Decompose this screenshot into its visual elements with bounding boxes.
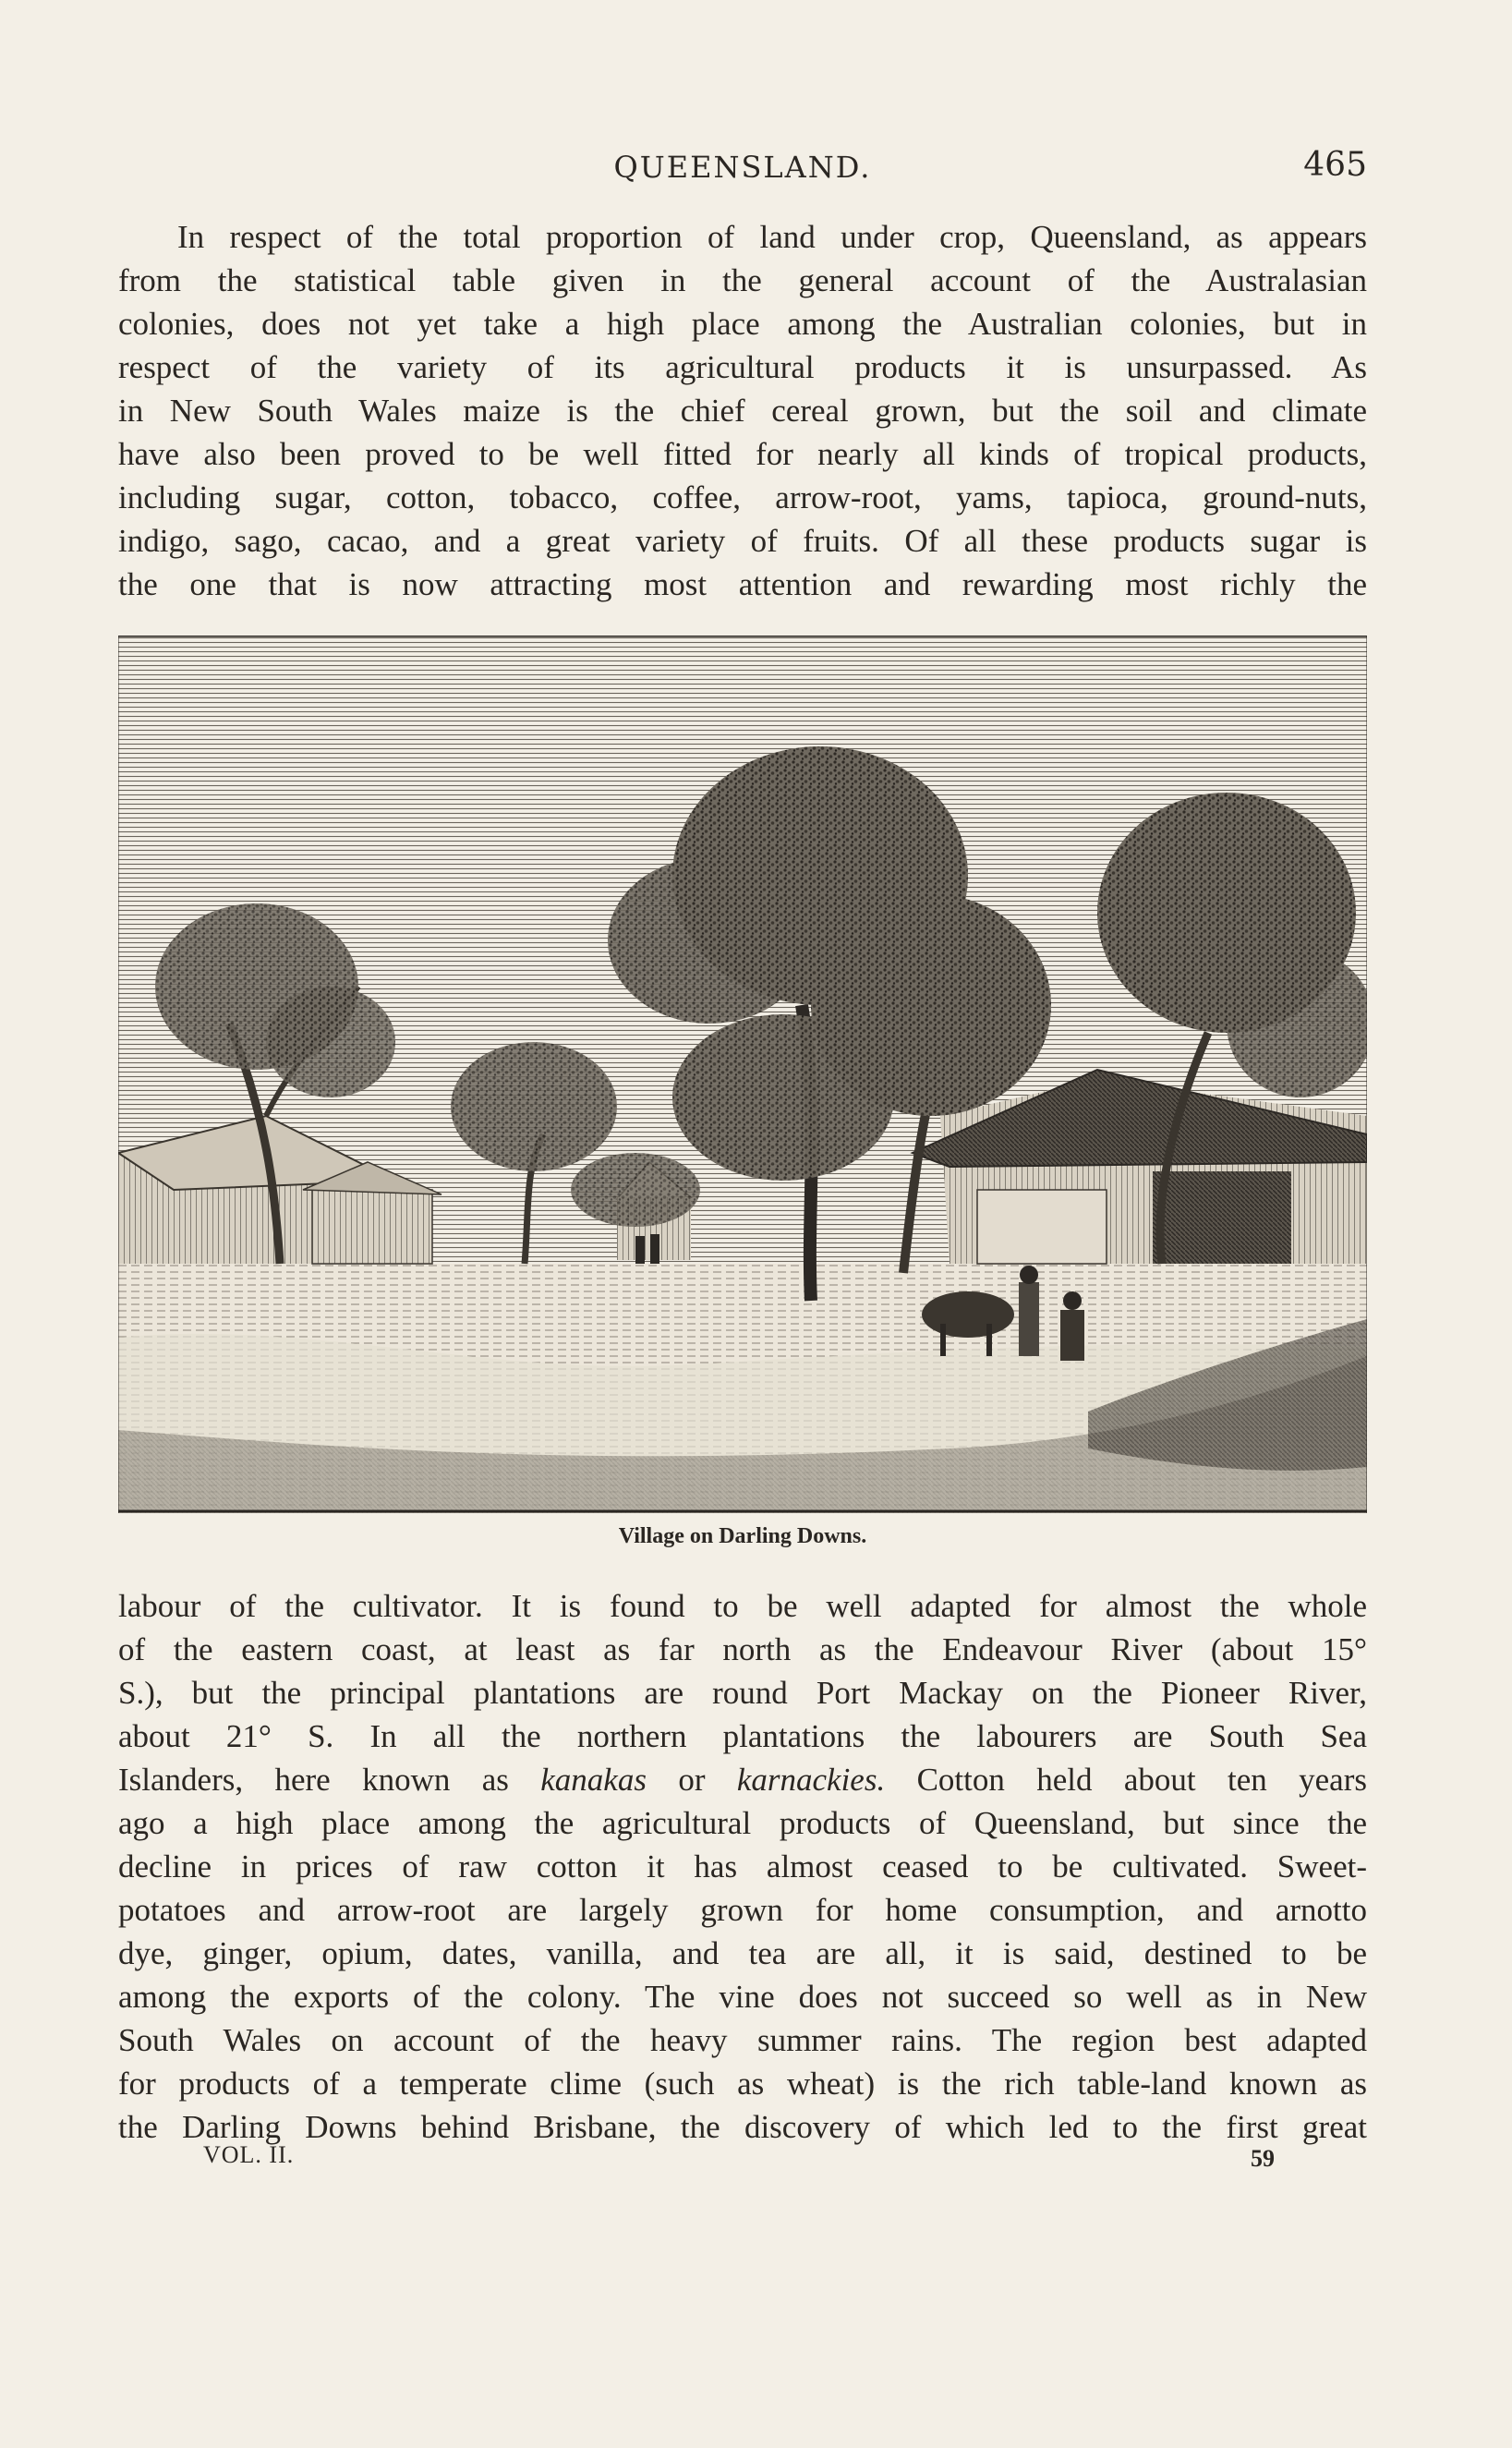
text-line: of the eastern coast, at least as far north as the Endeavour River (about 15° (118, 1631, 1367, 1667)
text-line: the one that is now attracting most attention and rewarding most richly the (118, 566, 1367, 602)
paragraph-top (118, 215, 1367, 606)
text-line: among the exports of the colony. The vine does not succeed so well as in New (118, 1979, 1367, 2015)
volume-mark: VOL. II. (203, 2141, 295, 2168)
running-head (118, 146, 1367, 196)
text-run: Islanders, here known as (118, 1762, 541, 1798)
text-run: or (646, 1762, 737, 1798)
text-line: from the statistical table given in the general account of the Australasian (118, 262, 1367, 298)
text-line: labour of the cultivator. It is found to be well adapted for almost the whole (118, 1588, 1367, 1624)
text-line: in New South Wales maize is the chief cereal grown, but the soil and climate (118, 393, 1367, 429)
text-line: including sugar, cotton, tobacco, coffee, arrow-root, yams, tapioca, ground-nuts, (118, 479, 1367, 515)
figure-caption: Village on Darling Downs. (618, 1524, 867, 1548)
text-line (118, 1758, 1367, 1801)
text-line: indigo, sago, cacao, and a great variety of fruits. Of all these products sugar is (118, 523, 1367, 559)
text-line: respect of the variety of its agricultural products it is unsurpassed. As (118, 349, 1367, 385)
text-line: In respect of the total proportion of land under crop, Queensland, as appears (177, 219, 1367, 255)
text-line: ago a high place among the agricultural products of Queensland, but since the (118, 1805, 1367, 1841)
village-engraving (118, 636, 1367, 1513)
page-footer (203, 2141, 1275, 2178)
text-line: colonies, does not yet take a high place among the Australian colonies, but in (118, 306, 1367, 342)
signature-mark: 59 (1251, 2145, 1275, 2172)
text-line: the Darling Downs behind Brisbane, the discovery of which led to the first great (118, 2109, 1367, 2145)
italic-term: kanakas (540, 1762, 647, 1798)
text-run: Cotton held about ten years (885, 1762, 1367, 1798)
text-line: decline in prices of raw cotton it has almost ceased to be cultivated. Sweet- (118, 1848, 1367, 1884)
text-line: have also been proved to be well fitted for nearly all kinds of tropical products, (118, 436, 1367, 472)
italic-term: karnackies. (736, 1762, 886, 1798)
text-line: about 21° S. In all the northern plantations the labourers are South Sea (118, 1718, 1367, 1754)
paragraph-bottom (118, 1584, 1367, 2149)
text-line: South Wales on account of the heavy summer rains. The region best adapted (118, 2022, 1367, 2058)
text-line: dye, ginger, opium, dates, vanilla, and tea are all, it is said, destined to be (118, 1935, 1367, 1971)
text-line: potatoes and arrow-root are largely grown for home consumption, and arnotto (118, 1892, 1367, 1928)
text-line: for products of a temperate clime (such as wheat) is the rich table-land known as (118, 2066, 1367, 2102)
running-title: QUEENSLAND. (613, 150, 872, 185)
text-line: S.), but the principal plantations are round Port Mackay on the Pioneer River, (118, 1675, 1367, 1711)
page-number: 465 (1303, 146, 1367, 184)
